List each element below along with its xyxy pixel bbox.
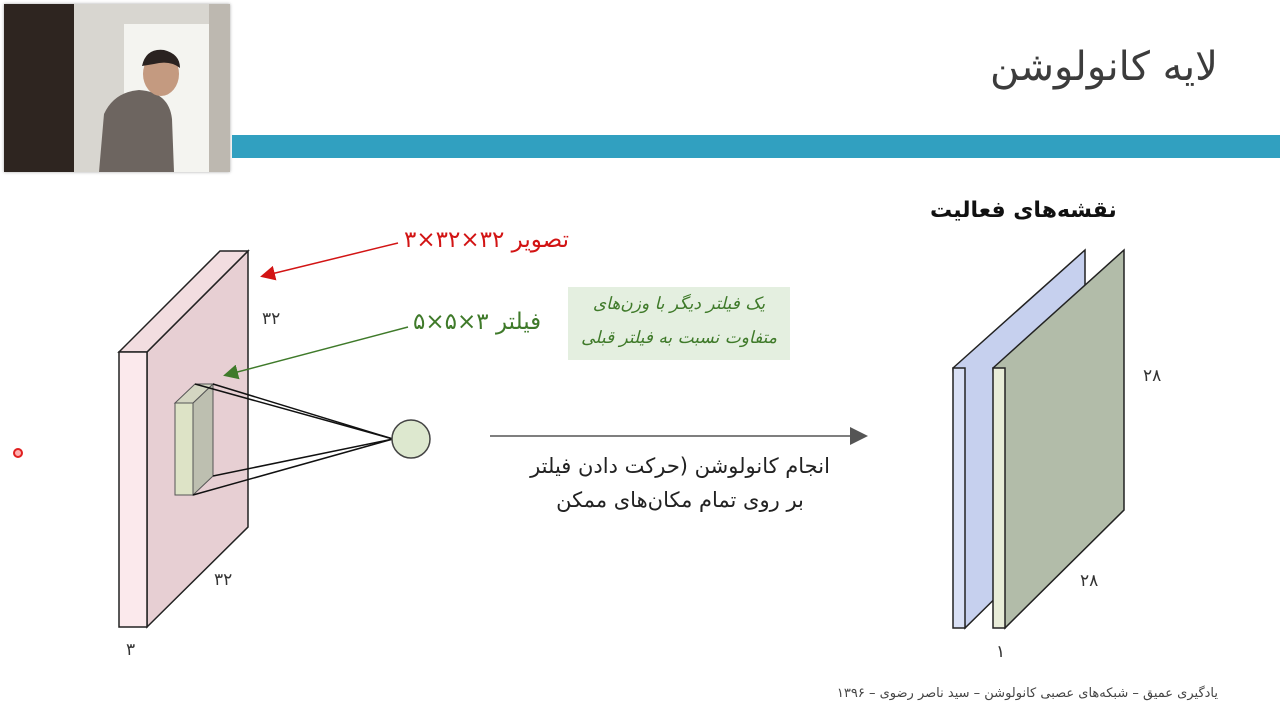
output-neuron xyxy=(392,420,430,458)
slide-title: لایه کانولوشن xyxy=(990,44,1218,90)
map-depth-label: ۱ xyxy=(996,642,1006,662)
convolution-description xyxy=(470,449,890,517)
input-volume-front xyxy=(119,352,147,627)
filter-size-label: فیلتر ۳×۵×۵ xyxy=(413,309,542,335)
another-filter-note xyxy=(568,287,790,360)
input-depth-label: ۳ xyxy=(126,640,136,660)
activation-maps-title: نقشه‌های فعالیت xyxy=(930,198,1117,223)
input-width-label: ۳۲ xyxy=(214,570,233,590)
convolution-line-1: انجام کانولوشن (حرکت دادن فیلتر xyxy=(530,454,830,478)
filter-front xyxy=(175,403,193,495)
convolution-line-2: بر روی تمام مکان‌های ممکن xyxy=(556,488,804,512)
note-line-1: یک فیلتر دیگر با وزن‌های xyxy=(592,294,766,314)
map-width-label: ۲۸ xyxy=(1080,571,1099,591)
filter-block xyxy=(175,384,213,495)
input-height-label: ۳۲ xyxy=(262,309,281,329)
map-height-label: ۲۸ xyxy=(1143,366,1162,386)
slide-footer: یادگیری عمیق – شبکه‌های عصبی کانولوشن – سید ناصر رضوی – ۱۳۹۶ xyxy=(836,686,1218,701)
image-size-label: تصویر ۳۲×۳۲×۳ xyxy=(404,227,569,253)
image-label-arrow xyxy=(263,243,398,276)
filter-label-arrow xyxy=(226,327,408,375)
note-line-2: متفاوت نسبت به فیلتر قبلی xyxy=(581,328,777,348)
